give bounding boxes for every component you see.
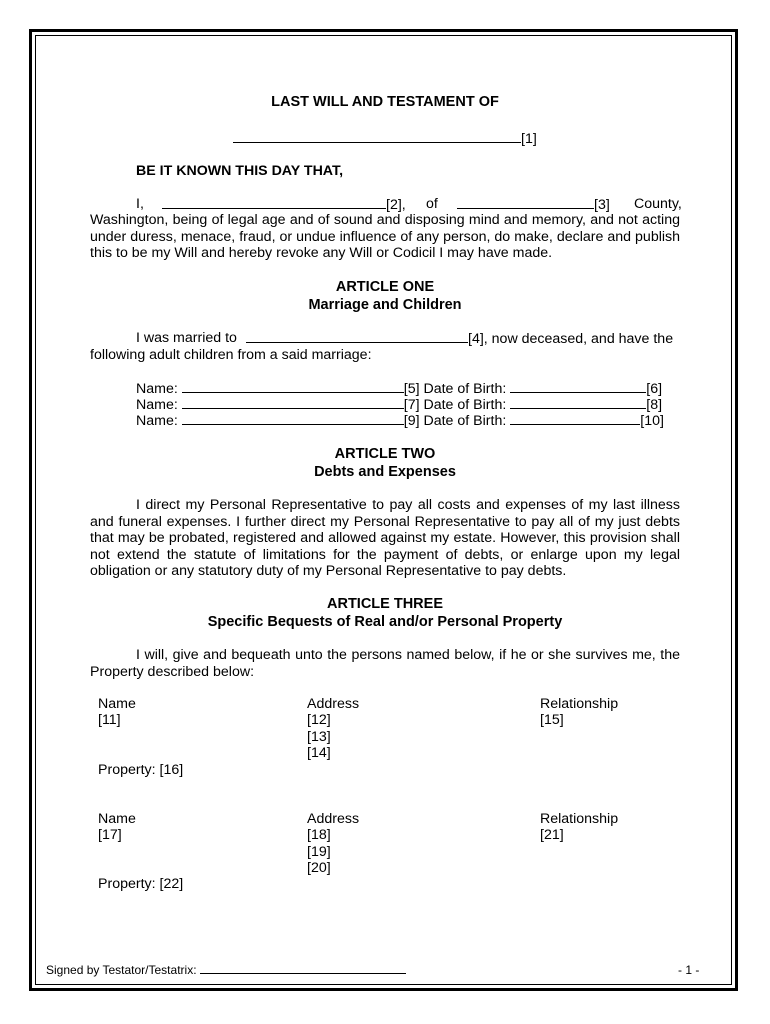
bequest-1-name-ref: [11] bbox=[98, 712, 121, 728]
married-to-label: I was married to bbox=[136, 330, 237, 346]
child-dob-blank bbox=[510, 380, 646, 393]
child-name-blank bbox=[182, 396, 404, 409]
bequest-2-address-label: Address bbox=[307, 811, 360, 827]
testator-name-line bbox=[233, 130, 537, 148]
child-row-1 bbox=[136, 380, 662, 398]
testator-name-blank bbox=[233, 130, 521, 143]
child-name-label: Name: bbox=[136, 413, 178, 429]
bequest-2-address-ref-1: [18] bbox=[307, 827, 331, 843]
document-title: LAST WILL AND TESTAMENT OF bbox=[271, 94, 499, 110]
signature-line bbox=[46, 962, 406, 979]
child-dob-blank bbox=[510, 396, 646, 409]
spouse-name-blank bbox=[246, 330, 468, 343]
article-three-body: I will, give and bequeath unto the persons named below, if he or she survives me, the Property described below: bbox=[90, 647, 680, 680]
bequest-1-property: Property: [16] bbox=[98, 762, 184, 778]
bequest-2-name-ref: [17] bbox=[98, 827, 122, 843]
ref-4: [4], now deceased, and have the bbox=[468, 331, 674, 347]
child-row-2 bbox=[136, 396, 662, 414]
intro-i: I, bbox=[136, 196, 144, 212]
signed-by-label: Signed by Testator/Testatrix: bbox=[46, 963, 197, 977]
county-blank bbox=[457, 196, 594, 209]
article-one-heading: ARTICLE ONE bbox=[335, 279, 435, 295]
bequest-2-name-label: Name bbox=[98, 811, 136, 827]
bequest-2-relationship-label: Relationship bbox=[540, 811, 619, 827]
ref-9: [9] bbox=[403, 413, 420, 429]
bequest-1-address-ref-1: [12] bbox=[307, 712, 331, 728]
bequest-2-address-ref-2: [19] bbox=[307, 844, 331, 860]
child-dob-label: Date of Birth: bbox=[423, 381, 507, 397]
ref-8: [8] bbox=[646, 397, 663, 413]
ref-7: [7] bbox=[403, 397, 420, 413]
ref-2: [2], bbox=[386, 197, 406, 213]
article-two-subheading: Debts and Expenses bbox=[314, 464, 456, 480]
child-dob-label: Date of Birth: bbox=[423, 397, 507, 413]
child-name-label: Name: bbox=[136, 397, 178, 413]
ref-3: [3] bbox=[594, 197, 610, 213]
intro-county-line bbox=[457, 196, 610, 214]
child-name-blank bbox=[182, 412, 404, 425]
bequest-1-name-label: Name bbox=[98, 696, 136, 712]
bequest-1-address-ref-2: [13] bbox=[307, 729, 331, 745]
ref-10: [10] bbox=[640, 413, 664, 429]
bequest-2-property: Property: [22] bbox=[98, 876, 184, 892]
children-intro-line: following adult children from a said marriage: bbox=[90, 347, 372, 363]
bequest-1-address-ref-3: [14] bbox=[307, 745, 331, 761]
article-three-subheading: Specific Bequests of Real and/or Personal Property bbox=[207, 614, 563, 630]
article-three-heading: ARTICLE THREE bbox=[327, 596, 443, 612]
testator-name-blank-2 bbox=[162, 196, 386, 209]
ref-6: [6] bbox=[646, 381, 663, 397]
child-dob-label: Date of Birth: bbox=[423, 413, 507, 429]
bequest-2-relationship-ref: [21] bbox=[540, 827, 564, 843]
bequest-1-relationship-label: Relationship bbox=[540, 696, 619, 712]
intro-paragraph: Washington, being of legal age and of sound and disposing mind and memory, and not acting under duress, menace, fraud, or undue influence of any person, do make, declare and publish this to be my Will and hereby revoke any Will or Codicil I may have made. bbox=[90, 212, 680, 262]
child-name-blank bbox=[182, 380, 404, 393]
article-two-body: I direct my Personal Representative to pay all costs and expenses of my last illness and funeral expenses. I further direct my Personal Representative to pay all of my just debts that may be probated, registered and allowed against my estate. However, this provision shall not extend the statute of limitations for the payment of debts, or enlarge upon my legal obligation or any statutory duty of my Personal Representative to pay debts. bbox=[90, 497, 680, 580]
bequest-2-address-ref-3: [20] bbox=[307, 860, 331, 876]
article-one-subheading: Marriage and Children bbox=[308, 297, 462, 313]
intro-of: of bbox=[426, 196, 438, 212]
intro-name-line bbox=[162, 196, 406, 214]
spouse-line bbox=[246, 330, 673, 348]
intro-county-word: County, bbox=[634, 196, 682, 212]
child-name-label: Name: bbox=[136, 381, 178, 397]
bequest-1-address-label: Address bbox=[307, 696, 360, 712]
child-dob-blank bbox=[510, 412, 640, 425]
signature-blank bbox=[200, 963, 406, 974]
bequest-1-relationship-ref: [15] bbox=[540, 712, 564, 728]
ref-5: [5] bbox=[403, 381, 420, 397]
ref-1: [1] bbox=[521, 131, 537, 147]
article-two-heading: ARTICLE TWO bbox=[334, 446, 436, 462]
page-number: - 1 - bbox=[678, 963, 700, 977]
be-it-known-heading: BE IT KNOWN THIS DAY THAT, bbox=[136, 163, 344, 179]
child-row-3 bbox=[136, 412, 664, 430]
